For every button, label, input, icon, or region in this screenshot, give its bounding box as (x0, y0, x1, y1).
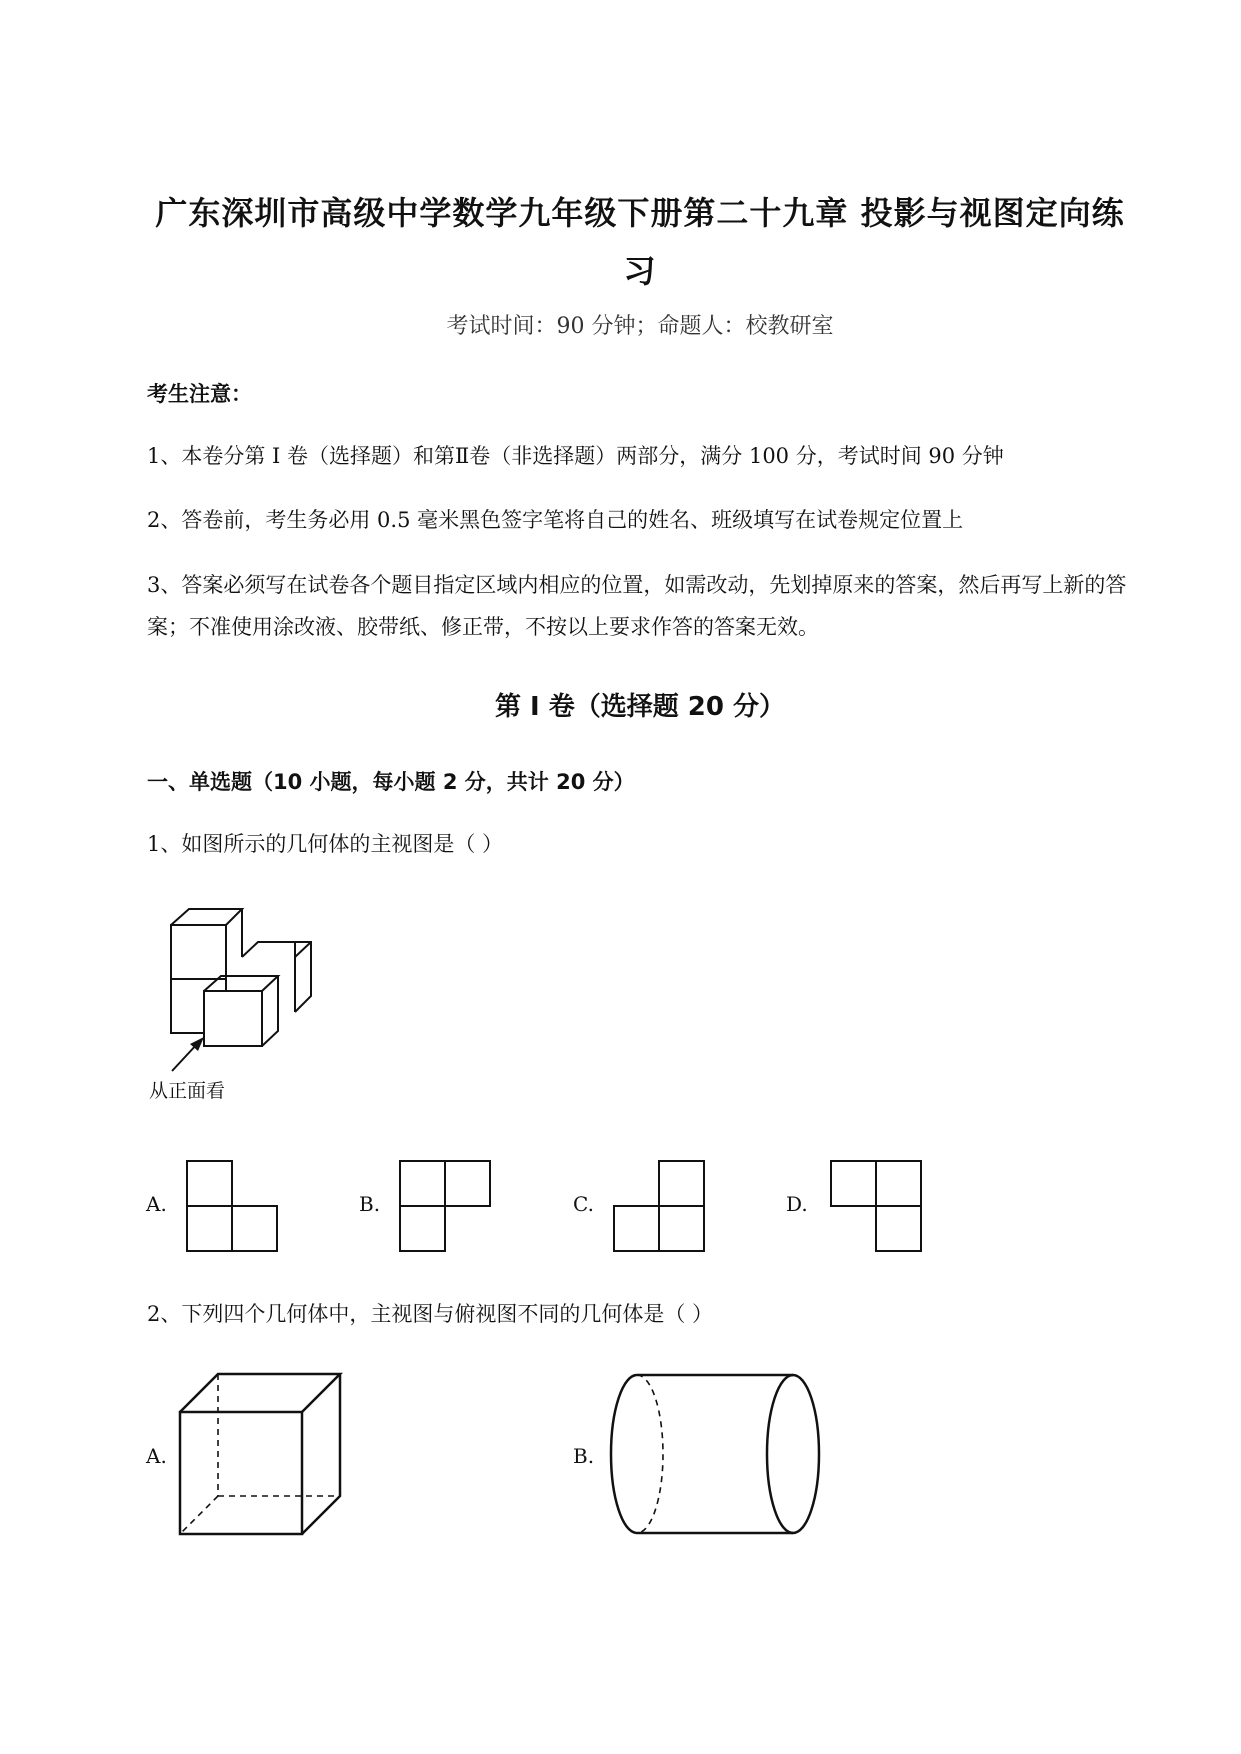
section-title: 第 I 卷（选择题 20 分） (494, 692, 786, 722)
q2-option-b-label[interactable]: B. (573, 1444, 595, 1468)
option-d-label[interactable]: D. (786, 1192, 808, 1216)
notice-item-3: 3、答案必须写在试卷各个题目指定区域内相应的位置，如需改动，先划掉原来的答案，然后再写上新的答案；不准使用涂改液、胶带纸、修正带，不按以上要求作答的答案无效。 (147, 573, 1127, 639)
question-2-stem: 2、下列四个几何体中，主视图与俯视图不同的几何体是（ ） (147, 1302, 714, 1326)
notice-item-2: 2、答卷前，考生务必用 0.5 毫米黑色签字笔将自己的姓名、班级填写在试卷规定位置上 (147, 508, 964, 532)
q2-option-b-cylinder[interactable] (607, 1372, 822, 1537)
option-a-label[interactable]: A. (146, 1192, 167, 1216)
option-b-figure[interactable] (399, 1160, 491, 1252)
option-c-label[interactable]: C. (573, 1192, 594, 1216)
title-line-2: 习 (623, 252, 657, 290)
page-title (140, 184, 1140, 300)
figure-caption: 从正面看 (149, 1080, 226, 1102)
part-heading: 一、单选题（10 小题，每小题 2 分，共计 20 分） (147, 770, 635, 794)
option-c-figure[interactable] (613, 1160, 705, 1252)
q2-option-a-label[interactable]: A. (146, 1444, 167, 1468)
view-direction-arrow (168, 1035, 208, 1075)
q2-option-a-cube[interactable] (178, 1372, 343, 1537)
notice-item-1: 1、本卷分第 I 卷（选择题）和第Ⅱ卷（非选择题）两部分，满分 100 分，考试时间 90 分钟 (147, 444, 1004, 468)
question-1-stem: 1、如图所示的几何体的主视图是（ ） (147, 832, 504, 856)
title-line-1: 广东深圳市高级中学数学九年级下册第二十九章 投影与视图定向练 (155, 194, 1125, 232)
option-b-label[interactable]: B. (359, 1192, 381, 1216)
question-1-cube-figure (150, 905, 310, 1035)
notice-heading: 考生注意： (147, 382, 252, 406)
option-d-figure[interactable] (830, 1160, 922, 1252)
option-a-figure[interactable] (186, 1160, 278, 1252)
exam-subtitle: 考试时间：90 分钟；命题人：校教研室 (446, 314, 834, 339)
